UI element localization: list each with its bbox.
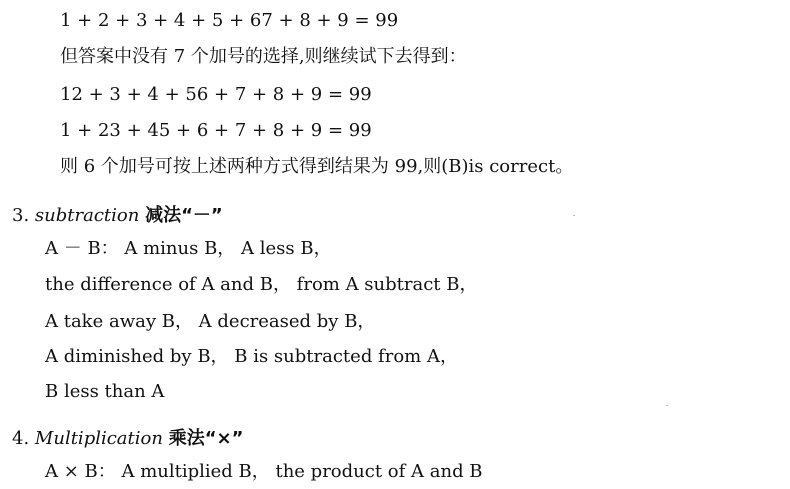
section-number: 3. xyxy=(12,205,30,226)
section-title-chinese: 减法“－” xyxy=(145,205,223,226)
section-title-english: Multiplication xyxy=(34,428,163,449)
conclusion-line: 则 6 个加号可按上述两种方式得到结果为 99,则(B)is correct。 xyxy=(60,156,574,177)
equation-line-2: 12 + 3 + 4 + 56 + 7 + 8 + 9 = 99 xyxy=(60,84,372,105)
subtraction-line-2: the difference of A and B， from A subtract B， xyxy=(45,274,478,295)
section-heading-multiplication xyxy=(12,428,243,450)
equation-line-3: 1 + 23 + 45 + 6 + 7 + 8 + 9 = 99 xyxy=(60,120,372,141)
scan-speck xyxy=(666,405,668,406)
scan-speck xyxy=(573,215,575,216)
subtraction-line-4: A diminished by B， B is subtracted from A， xyxy=(45,346,458,367)
note-line: 但答案中没有 7 个加号的选择,则继续试下去得到： xyxy=(60,46,467,67)
subtraction-line-3: A take away B， A decreased by B， xyxy=(45,311,376,332)
section-title-english: subtraction xyxy=(34,205,140,226)
section-heading-subtraction xyxy=(12,205,223,227)
section-title-chinese: 乘法“×” xyxy=(168,428,244,449)
equation-line-1: 1 + 2 + 3 + 4 + 5 + 67 + 8 + 9 = 99 xyxy=(60,10,399,31)
multiplication-line-1: A × B： A multiplied B， the product of A and B xyxy=(45,461,483,482)
subtraction-line-1: A － B： A minus B， A less B， xyxy=(45,238,332,259)
section-number: 4. xyxy=(12,428,30,449)
subtraction-line-5: B less than A xyxy=(45,381,165,402)
